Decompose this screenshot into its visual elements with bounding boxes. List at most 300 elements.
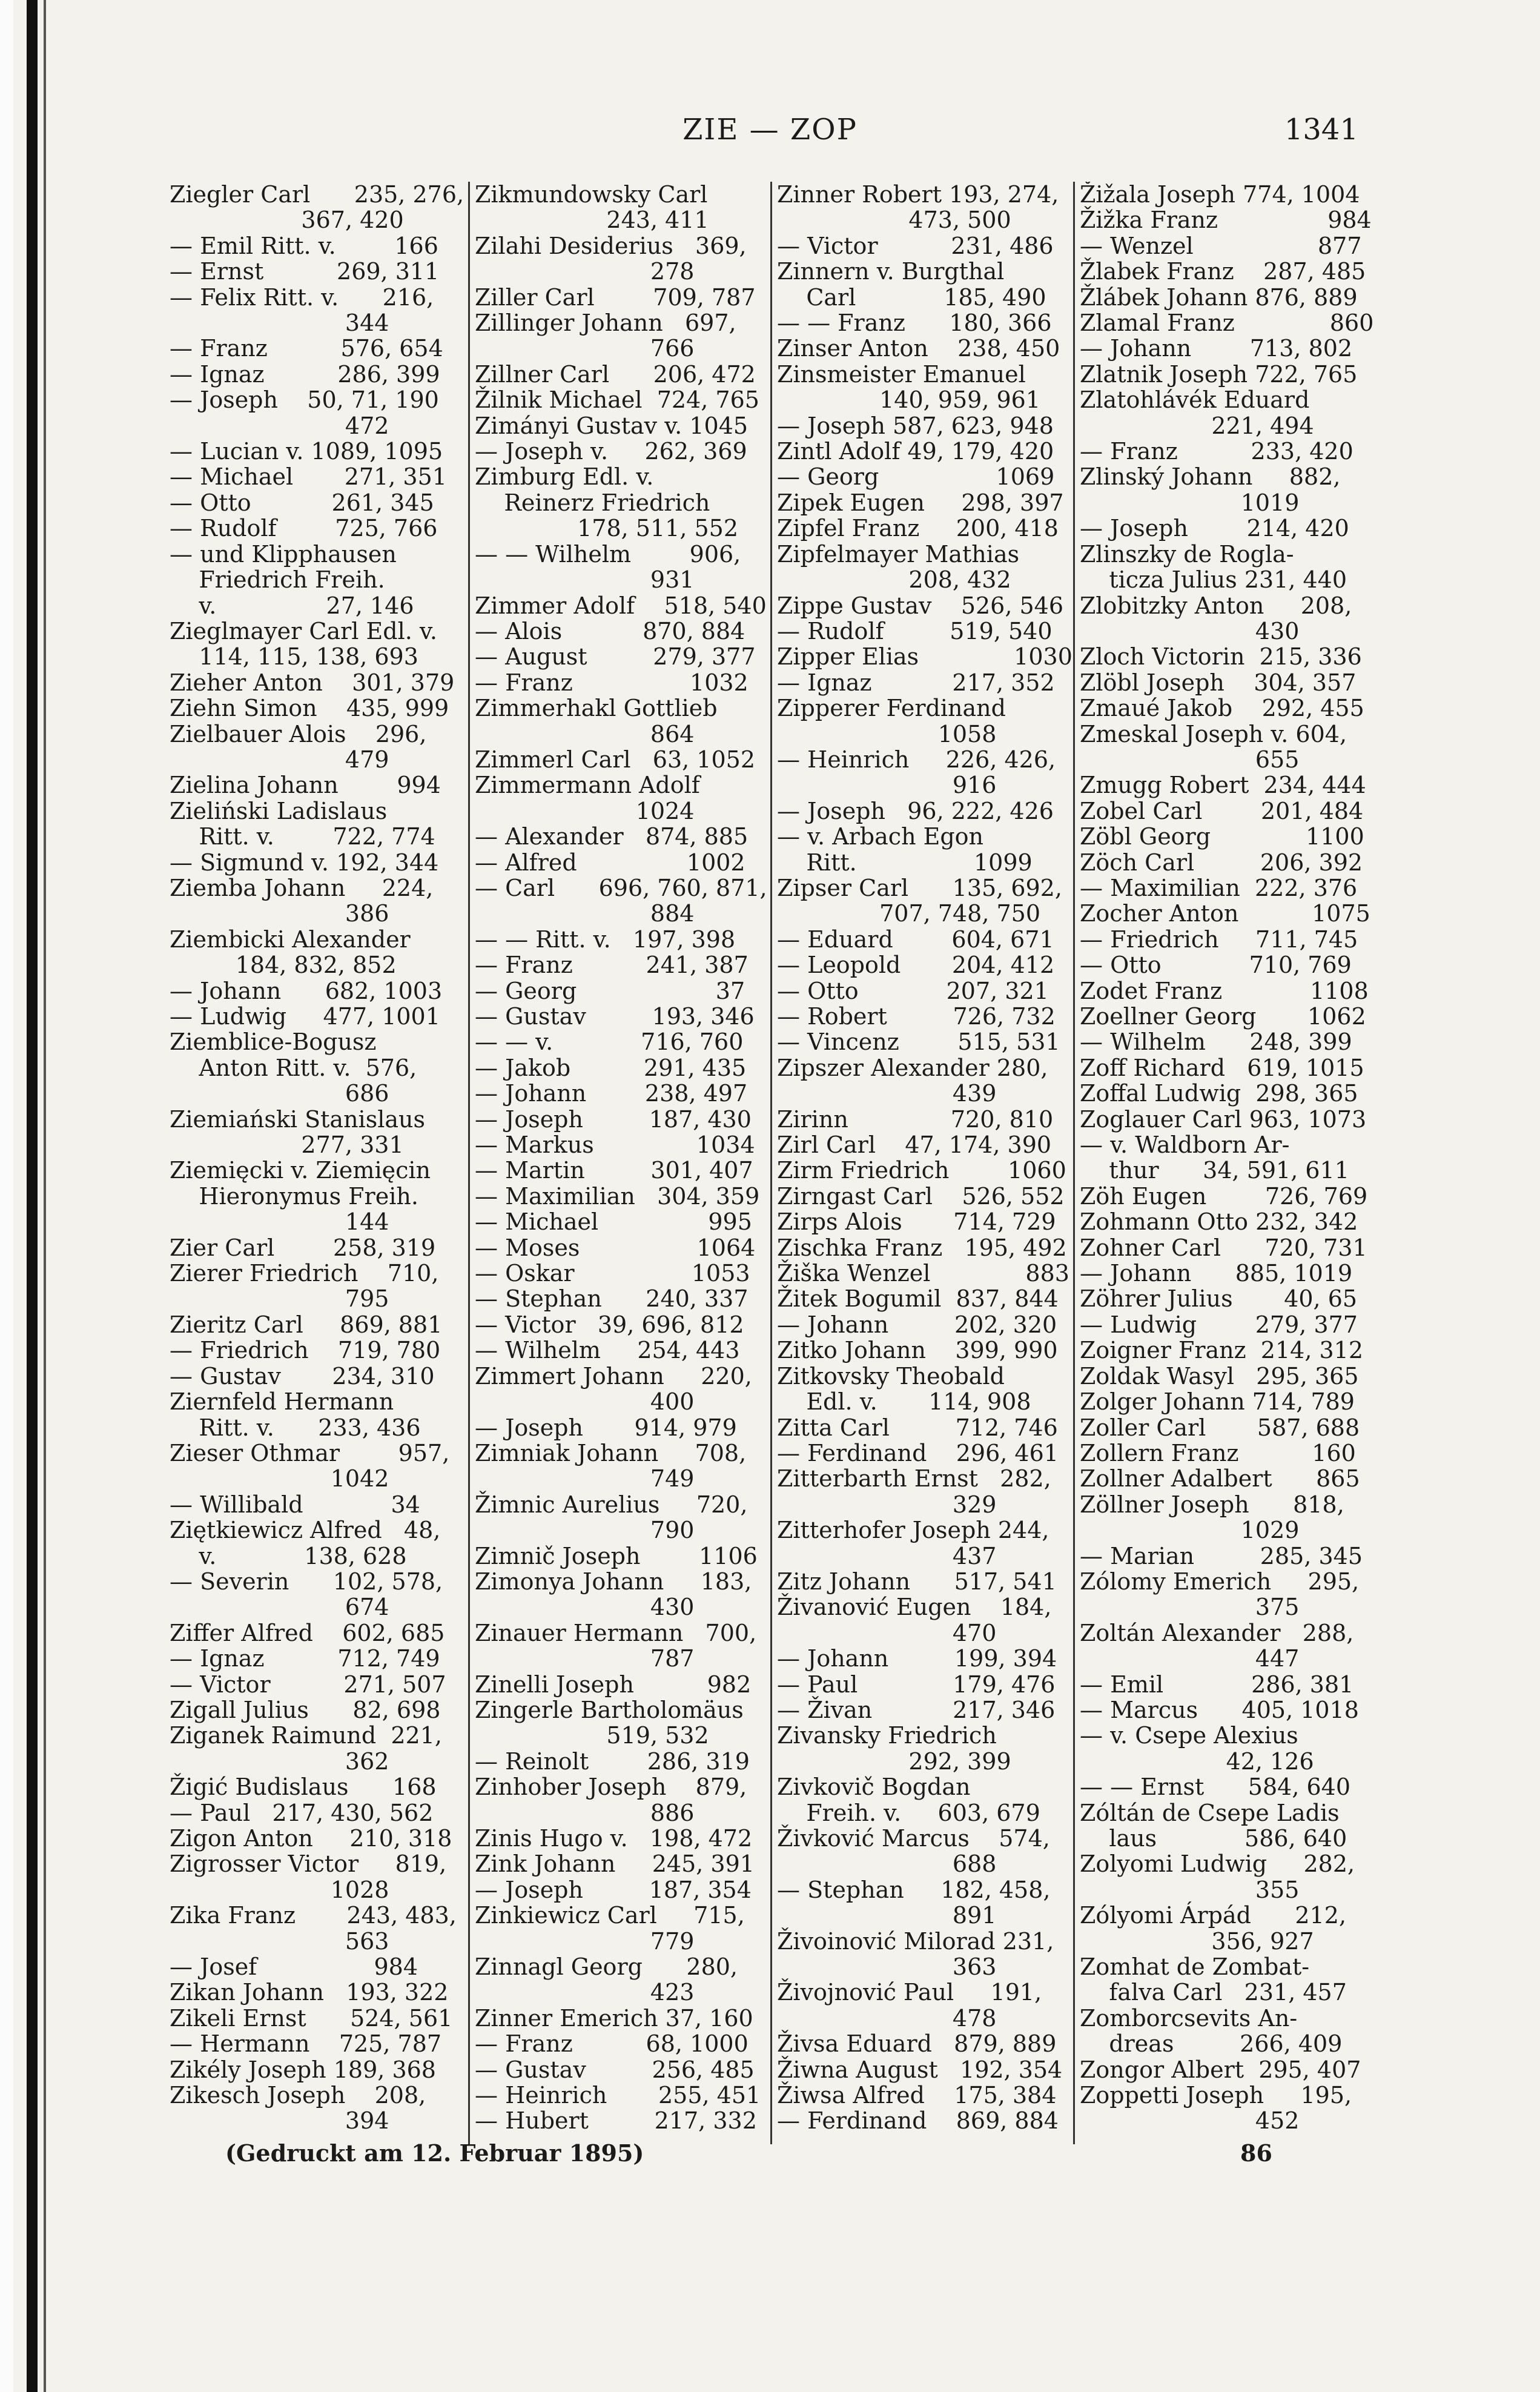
index-entry: 864 bbox=[475, 720, 695, 747]
index-entry: v. 138, 628 bbox=[170, 1542, 407, 1569]
index-entry: 473, 500 bbox=[777, 207, 1011, 234]
index-entry: — Franz 68, 1000 bbox=[475, 2030, 749, 2058]
index-entry: — Lucian v. 1089, 1095 bbox=[170, 438, 443, 465]
index-entry: — Oskar 1053 bbox=[475, 1260, 750, 1287]
index-entry: — Willibald 34 bbox=[170, 1491, 420, 1518]
index-entry: Zoppetti Joseph 195, bbox=[1080, 2082, 1352, 2109]
index-entry: Zlinszky de Rogla- bbox=[1080, 540, 1294, 568]
index-entry: Zinauer Hermann 700, bbox=[475, 1619, 757, 1646]
index-entry: — — v. 716, 760 bbox=[475, 1029, 744, 1056]
index-entry: — Ludwig 279, 377 bbox=[1080, 1311, 1358, 1338]
index-entry: Zolger Johann 714, 789 bbox=[1080, 1388, 1355, 1416]
index-entry: 140, 959, 961 bbox=[777, 386, 1041, 414]
column-2 bbox=[475, 182, 772, 2144]
index-entry: Zoldak Wasyl 295, 365 bbox=[1080, 1362, 1359, 1390]
index-entry: 355 bbox=[1080, 1876, 1300, 1903]
index-entry: — Ferdinand 296, 461 bbox=[777, 1439, 1059, 1466]
index-entry: — Eduard 604, 671 bbox=[777, 926, 1054, 953]
index-entry: — und Klipphausen bbox=[170, 540, 397, 568]
index-entry: 42, 126 bbox=[1080, 1748, 1314, 1775]
index-entry: Zobel Carl 201, 484 bbox=[1080, 797, 1364, 824]
index-entry: — Victor 231, 486 bbox=[777, 232, 1054, 259]
index-entry: — Moses 1064 bbox=[475, 1234, 756, 1261]
index-entry: Zimmer Adolf 518, 540 bbox=[475, 592, 767, 619]
index-entry: — Johann 202, 320 bbox=[777, 1311, 1057, 1338]
index-entry: — Ernst 269, 311 bbox=[170, 258, 440, 285]
index-entry: Zoff Richard 619, 1015 bbox=[1080, 1054, 1364, 1081]
index-entry: Zikély Joseph 189, 368 bbox=[170, 2056, 436, 2083]
index-entry: Zitterbarth Ernst 282, bbox=[777, 1465, 1051, 1493]
index-entry: Zimburg Edl. v. bbox=[475, 463, 654, 491]
index-entry: — Otto 710, 769 bbox=[1080, 952, 1352, 979]
index-entry: Ziegler Carl 235, 276, bbox=[170, 182, 464, 208]
index-entry: Zomhat de Zombat- bbox=[1080, 1953, 1310, 1981]
index-entry: — Paul 217, 430, 562 bbox=[170, 1799, 434, 1826]
index-entry: Zimmert Johann 220, bbox=[475, 1362, 752, 1390]
index-entry: — Victor 39, 696, 812 bbox=[475, 1311, 744, 1338]
index-entry: 916 bbox=[777, 772, 997, 799]
index-entry: 478 bbox=[777, 2004, 997, 2032]
index-entry: 329 bbox=[777, 1491, 997, 1518]
index-entry: — Franz 576, 654 bbox=[170, 335, 443, 362]
index-entry: Zischka Franz 195, 492 bbox=[777, 1234, 1067, 1261]
index-entry: — v. Csepe Alexius bbox=[1080, 1722, 1298, 1749]
index-entry: Zöhrer Julius 40, 65 bbox=[1080, 1285, 1358, 1313]
index-entry: ticza Julius 231, 440 bbox=[1080, 566, 1347, 594]
index-entry: Zinner Emerich 37, 160 bbox=[475, 2004, 753, 2032]
index-entry: — Michael 995 bbox=[475, 1208, 752, 1236]
index-entry: Zoltán Alexander 288, bbox=[1080, 1619, 1354, 1646]
index-entry: — Leopold 204, 412 bbox=[777, 952, 1055, 979]
index-entry: Zikan Johann 193, 322 bbox=[170, 1979, 449, 2006]
page-edge bbox=[0, 0, 13, 2392]
index-entry: — Maximilian 304, 359 bbox=[475, 1182, 760, 1210]
index-entry: Zohner Carl 720, 731 bbox=[1080, 1234, 1367, 1261]
page-binding-rule bbox=[27, 0, 38, 2392]
index-entry: — August 279, 377 bbox=[475, 643, 756, 671]
index-entry: Zieritz Carl 869, 881 bbox=[170, 1311, 443, 1338]
index-entry: Ritt. 1099 bbox=[777, 849, 1033, 876]
index-entry: 470 bbox=[777, 1619, 997, 1646]
index-entry: — Ferdinand 869, 884 bbox=[777, 2107, 1059, 2135]
print-date-note: (Gedruckt am 12. Februar 1895) bbox=[225, 2139, 644, 2167]
index-entry: 707, 748, 750 bbox=[777, 900, 1041, 927]
index-entry: Zongor Albert 295, 407 bbox=[1080, 2056, 1361, 2083]
index-entry: 891 bbox=[777, 1902, 997, 1929]
index-entry: — Michael 271, 351 bbox=[170, 463, 447, 491]
index-entry: Zinner Robert 193, 274, bbox=[777, 182, 1059, 208]
index-entry: Zierer Friedrich 710, bbox=[170, 1260, 439, 1287]
index-entry: — Georg 37 bbox=[475, 977, 745, 1004]
index-entry: Zieher Anton 301, 379 bbox=[170, 669, 455, 696]
index-entry: — Alfred 1002 bbox=[475, 849, 745, 876]
index-entry: 655 bbox=[1080, 746, 1300, 773]
index-entry: 184, 832, 852 bbox=[170, 952, 397, 979]
index-entry: Zillner Carl 206, 472 bbox=[475, 360, 756, 388]
index-entry: Zitz Johann 517, 541 bbox=[777, 1568, 1057, 1595]
index-entry: — Joseph 187, 354 bbox=[475, 1876, 752, 1903]
index-entry: — Wenzel 877 bbox=[1080, 232, 1362, 259]
page-title: ZIE — ZOP bbox=[682, 113, 858, 147]
index-entry: — — Ernst 584, 640 bbox=[1080, 1774, 1351, 1801]
index-entry: Ziehn Simon 435, 999 bbox=[170, 695, 449, 722]
index-entry: — Robert 726, 732 bbox=[777, 1003, 1056, 1030]
index-entry: Žlabek Franz 287, 485 bbox=[1080, 258, 1366, 285]
index-entry: 749 bbox=[475, 1465, 695, 1493]
index-entry: — Gustav 234, 310 bbox=[170, 1362, 435, 1390]
index-entry: Ziffer Alfred 602, 685 bbox=[170, 1619, 445, 1646]
index-entry: 437 bbox=[777, 1542, 997, 1569]
index-entry: Zmugg Robert 234, 444 bbox=[1080, 772, 1366, 799]
index-entry: — Sigmund v. 192, 344 bbox=[170, 849, 439, 876]
index-entry: — Johann 238, 497 bbox=[475, 1080, 748, 1107]
index-entry: 221, 494 bbox=[1080, 412, 1314, 439]
index-entry: 144 bbox=[170, 1208, 389, 1236]
index-entry: Zinis Hugo v. 198, 472 bbox=[475, 1825, 753, 1852]
index-entry: Zipper Elias 1030 bbox=[777, 643, 1072, 671]
index-entry: Zloch Victorin 215, 336 bbox=[1080, 643, 1362, 671]
index-entry: Zlobitzky Anton 208, bbox=[1080, 592, 1352, 619]
index-entry: — Wilhelm 254, 443 bbox=[475, 1337, 740, 1364]
index-entry: Zitko Johann 399, 990 bbox=[777, 1337, 1058, 1364]
index-entry: — Emil 286, 381 bbox=[1080, 1671, 1354, 1698]
index-entry: 439 bbox=[777, 1080, 997, 1107]
index-entry: — Carl 696, 760, 871, bbox=[475, 874, 767, 901]
index-entry: Žimnic Aurelius 720, bbox=[475, 1491, 748, 1518]
index-entry: Žitek Bogumil 837, 844 bbox=[777, 1285, 1059, 1313]
index-entry: Živoinović Milorad 231, bbox=[777, 1927, 1054, 1955]
index-entry: Zigrosser Victor 819, bbox=[170, 1850, 447, 1878]
index-entry: — Marcus 405, 1018 bbox=[1080, 1696, 1359, 1723]
index-entry: Hieronymus Freih. bbox=[170, 1182, 418, 1210]
index-entry: — Joseph v. 262, 369 bbox=[475, 438, 747, 465]
index-entry: — Joseph 187, 430 bbox=[475, 1105, 752, 1133]
index-entry: Zielina Johann 994 bbox=[170, 772, 441, 799]
index-entry: Zier Carl 258, 319 bbox=[170, 1234, 436, 1261]
index-entry: 779 bbox=[475, 1927, 695, 1955]
index-entry: Zipser Carl 135, 692, bbox=[777, 874, 1062, 901]
index-entry: v. 27, 146 bbox=[170, 592, 414, 619]
index-entry: 519, 532 bbox=[475, 1722, 709, 1749]
index-entry: Zirl Carl 47, 174, 390 bbox=[777, 1131, 1052, 1159]
index-entry: — Victor 271, 507 bbox=[170, 1671, 446, 1698]
index-entry: 447 bbox=[1080, 1645, 1300, 1672]
index-entry: Zocher Anton 1075 bbox=[1080, 900, 1370, 927]
index-entry: Žigić Budislaus 168 bbox=[170, 1774, 437, 1801]
index-entry: — Wilhelm 248, 399 bbox=[1080, 1029, 1352, 1056]
index-entry: — Franz 1032 bbox=[475, 669, 749, 696]
index-entry: 686 bbox=[170, 1080, 389, 1107]
index-entry: Zielbauer Alois 296, bbox=[170, 720, 427, 747]
index-entry: — Severin 102, 578, bbox=[170, 1568, 443, 1595]
index-entry: Zimonya Johann 183, bbox=[475, 1568, 752, 1595]
index-entry: 430 bbox=[1080, 617, 1300, 644]
index-entry: — Emil Ritt. v. 166 bbox=[170, 232, 438, 259]
index-entry: Zlatnik Joseph 722, 765 bbox=[1080, 360, 1358, 388]
index-entry: — Alois 870, 884 bbox=[475, 617, 745, 644]
index-entry: Zoglauer Carl 963, 1073 bbox=[1080, 1105, 1367, 1133]
index-entry: 243, 411 bbox=[475, 207, 709, 234]
index-entry: Ziganek Raimund 221, bbox=[170, 1722, 442, 1749]
index-entry: — Georg 1069 bbox=[777, 463, 1055, 491]
index-entry: 394 bbox=[170, 2107, 389, 2135]
index-entry: — Felix Ritt. v. 216, bbox=[170, 283, 434, 311]
index-entry: Ziembicki Alexander bbox=[170, 926, 411, 953]
index-entry: — Joseph 587, 623, 948 bbox=[777, 412, 1054, 439]
index-entry: — Joseph 50, 71, 190 bbox=[170, 386, 439, 414]
index-entry: 1029 bbox=[1080, 1517, 1300, 1544]
index-entry: 356, 927 bbox=[1080, 1927, 1314, 1955]
index-entry: Zink Johann 245, 391 bbox=[475, 1850, 755, 1878]
index-entry: 423 bbox=[475, 1979, 695, 2006]
index-entry: 931 bbox=[475, 566, 695, 594]
index-entry: Zlinský Johann 882, bbox=[1080, 463, 1341, 491]
index-entry: Ziemblice-Bogusz bbox=[170, 1029, 377, 1056]
index-entry: 363 bbox=[777, 1953, 997, 1981]
index-entry: Zieliński Ladislaus bbox=[170, 797, 388, 824]
index-entry: Zingerle Bartholomäus bbox=[475, 1696, 744, 1723]
index-entry: — Johann 713, 802 bbox=[1080, 335, 1353, 362]
column-divider bbox=[1073, 182, 1075, 2144]
index-entry: 766 bbox=[475, 335, 695, 362]
index-entry: — Friedrich 719, 780 bbox=[170, 1337, 441, 1364]
index-entry: Zika Franz 243, 483, bbox=[170, 1902, 457, 1929]
index-entry: Zipszer Alexander 280, bbox=[777, 1054, 1048, 1081]
index-entry: Zieser Othmar 957, bbox=[170, 1439, 450, 1466]
column-divider bbox=[468, 182, 470, 2144]
index-entry: Edl. v. 114, 908 bbox=[777, 1388, 1031, 1416]
index-entry: Žiška Wenzel 883 bbox=[777, 1260, 1069, 1287]
index-entry: Zigon Anton 210, 318 bbox=[170, 1825, 452, 1852]
index-entry: Freih. v. 603, 679 bbox=[777, 1799, 1040, 1826]
index-entry: — Otto 207, 321 bbox=[777, 977, 1049, 1004]
index-entry: 208, 432 bbox=[777, 566, 1011, 594]
index-entry: thur 34, 591, 611 bbox=[1080, 1157, 1349, 1184]
index-entry: Zólomy Emerich 295, bbox=[1080, 1568, 1360, 1595]
index-entry: 1024 bbox=[475, 797, 695, 824]
index-entry: — Marian 285, 345 bbox=[1080, 1542, 1363, 1569]
index-entry: 178, 511, 552 bbox=[475, 515, 739, 542]
index-entry: Zikmundowsky Carl bbox=[475, 182, 708, 208]
index-entry: Zlamal Franz 860 bbox=[1080, 310, 1374, 337]
index-entry: Zoigner Franz 214, 312 bbox=[1080, 1337, 1364, 1364]
index-entry: 472 bbox=[170, 412, 389, 439]
index-entry: 1019 bbox=[1080, 489, 1300, 516]
index-entry: — Joseph 914, 979 bbox=[475, 1414, 737, 1441]
index-entry: Zoller Carl 587, 688 bbox=[1080, 1414, 1360, 1441]
index-entry: Zitterhofer Joseph 244, bbox=[777, 1517, 1049, 1544]
index-entry: Zimmermann Adolf bbox=[475, 772, 700, 799]
index-entry: — — Franz 180, 366 bbox=[777, 310, 1052, 337]
index-entry: — Ludwig 477, 1001 bbox=[170, 1003, 440, 1030]
index-entry: — Heinrich 226, 426, bbox=[777, 746, 1056, 773]
index-entry: — Rudolf 519, 540 bbox=[777, 617, 1053, 644]
index-entry: 375 bbox=[1080, 1594, 1300, 1621]
index-entry: Ziemiański Stanislaus bbox=[170, 1105, 425, 1133]
index-entry: dreas 266, 409 bbox=[1080, 2030, 1343, 2058]
index-entry: Zodet Franz 1108 bbox=[1080, 977, 1369, 1004]
index-entry: Zmaué Jakob 292, 455 bbox=[1080, 695, 1364, 722]
index-entry: Ziemięcki v. Ziemięcin bbox=[170, 1157, 431, 1184]
index-entry: Zólyomi Árpád 212, bbox=[1080, 1902, 1347, 1929]
index-entry: Zinnern v. Burgthal bbox=[777, 258, 1005, 285]
index-entry: Zlöbl Joseph 304, 357 bbox=[1080, 669, 1357, 696]
index-entry: Zinnagl Georg 280, bbox=[475, 1953, 738, 1981]
index-entry: Zitta Carl 712, 746 bbox=[777, 1414, 1058, 1441]
index-entry: Zollner Adalbert 865 bbox=[1080, 1465, 1360, 1493]
index-entry: Carl 185, 490 bbox=[777, 283, 1046, 311]
index-entry: 1028 bbox=[170, 1876, 389, 1903]
index-entry: Zipperer Ferdinand bbox=[777, 695, 1006, 722]
index-entry: — Ignaz 217, 352 bbox=[777, 669, 1055, 696]
index-entry: — Rudolf 725, 766 bbox=[170, 515, 438, 542]
index-entry: — Josef 984 bbox=[170, 1953, 418, 1981]
index-entry: Živojnović Paul 191, bbox=[777, 1979, 1042, 2006]
index-entry: Zintl Adolf 49, 179, 420 bbox=[777, 438, 1054, 465]
index-entry: 1058 bbox=[777, 720, 997, 747]
index-entry: — Gustav 193, 346 bbox=[475, 1003, 755, 1030]
index-entry: Zirps Alois 714, 729 bbox=[777, 1208, 1056, 1236]
index-entry: 795 bbox=[170, 1285, 389, 1313]
index-entry: 362 bbox=[170, 1748, 389, 1775]
index-entry: Zinelli Joseph 982 bbox=[475, 1671, 752, 1698]
index-entry: Zlatohlávék Eduard bbox=[1080, 386, 1310, 414]
index-entry: 790 bbox=[475, 1517, 695, 1544]
index-entry: — Stephan 182, 458, bbox=[777, 1876, 1051, 1903]
index-entry: — Franz 241, 387 bbox=[475, 952, 749, 979]
index-entry: Žiwna August 192, 354 bbox=[777, 2056, 1063, 2083]
index-entry: Zóltán de Csepe Ladis bbox=[1080, 1799, 1340, 1826]
index-entry: Ritt. v. 233, 436 bbox=[170, 1414, 421, 1441]
column-3 bbox=[777, 182, 1074, 2144]
index-entry: Zieglmayer Carl Edl. v. bbox=[170, 617, 437, 644]
index-entry: Zigall Julius 82, 698 bbox=[170, 1696, 441, 1723]
index-entry: Zoellner Georg 1062 bbox=[1080, 1003, 1366, 1030]
index-entry: 292, 399 bbox=[777, 1748, 1011, 1775]
index-entry: 688 bbox=[777, 1850, 997, 1878]
index-entry: Zivansky Friedrich bbox=[777, 1722, 997, 1749]
index-entry: Zinkiewicz Carl 715, bbox=[475, 1902, 745, 1929]
index-entry: Žilnik Michael 724, 765 bbox=[475, 386, 759, 414]
index-entry: — Alexander 874, 885 bbox=[475, 823, 749, 850]
index-entry: Žlábek Johann 876, 889 bbox=[1080, 283, 1358, 311]
index-entry: Zippe Gustav 526, 546 bbox=[777, 592, 1064, 619]
index-entry: Zöllner Joseph 818, bbox=[1080, 1491, 1344, 1518]
index-entry: Ziller Carl 709, 787 bbox=[475, 283, 756, 311]
index-entry: Žiwsa Alfred 175, 384 bbox=[777, 2082, 1057, 2109]
index-entry: Zipfel Franz 200, 418 bbox=[777, 515, 1059, 542]
index-entry: Ziernfeld Hermann bbox=[170, 1388, 394, 1416]
index-entry: — Franz 233, 420 bbox=[1080, 438, 1353, 465]
index-entry: — Friedrich 711, 745 bbox=[1080, 926, 1358, 953]
index-entry: — Heinrich 255, 451 bbox=[475, 2082, 761, 2109]
index-entry: Živković Marcus 574, bbox=[777, 1825, 1050, 1852]
index-entry: Zivkovič Bogdan bbox=[777, 1774, 971, 1801]
index-entry: — Martin 301, 407 bbox=[475, 1157, 753, 1184]
index-entry: Zitkovsky Theobald bbox=[777, 1362, 1005, 1390]
index-entry: Zöch Carl 206, 392 bbox=[1080, 849, 1363, 876]
index-entry: Zmeskal Joseph v. 604, bbox=[1080, 720, 1347, 747]
index-entry: Žižka Franz 984 bbox=[1080, 207, 1372, 234]
index-entry: Žižala Joseph 774, 1004 bbox=[1080, 182, 1360, 208]
index-entry: — Živan 217, 346 bbox=[777, 1696, 1056, 1723]
index-entry: — Reinolt 286, 319 bbox=[475, 1748, 750, 1775]
index-entry: Reinerz Friedrich bbox=[475, 489, 710, 516]
column-divider bbox=[770, 182, 772, 2144]
index-entry: — Hubert 217, 332 bbox=[475, 2107, 757, 2135]
index-entry: Zimányi Gustav v. 1045 bbox=[475, 412, 749, 439]
index-entry: 114, 115, 138, 693 bbox=[170, 643, 418, 671]
index-entry: Friedrich Freih. bbox=[170, 566, 385, 594]
column-4 bbox=[1080, 182, 1376, 2144]
page-binding-rule-thin bbox=[44, 0, 46, 2392]
index-entry: — Ignaz 712, 749 bbox=[170, 1645, 440, 1672]
index-entry: 367, 420 bbox=[170, 207, 404, 234]
index-entry: 886 bbox=[475, 1799, 695, 1826]
index-entry: Zohmann Otto 232, 342 bbox=[1080, 1208, 1358, 1236]
index-entry: Zipfelmayer Mathias bbox=[777, 540, 1020, 568]
index-entry: 400 bbox=[475, 1388, 695, 1416]
index-entry: Zimmerhakl Gottlieb bbox=[475, 695, 718, 722]
index-entry: — Ignaz 286, 399 bbox=[170, 360, 440, 388]
index-entry: Zöbl Georg 1100 bbox=[1080, 823, 1364, 850]
index-entry: laus 586, 640 bbox=[1080, 1825, 1347, 1852]
index-entry: 452 bbox=[1080, 2107, 1300, 2135]
index-entry: — Joseph 214, 420 bbox=[1080, 515, 1349, 542]
index-entry: Zillinger Johann 697, bbox=[475, 310, 736, 337]
column-1 bbox=[170, 182, 466, 2144]
index-entry: falva Carl 231, 457 bbox=[1080, 1979, 1347, 2006]
index-entry: Zikesch Joseph 208, bbox=[170, 2082, 426, 2109]
index-entry: — Joseph 96, 222, 426 bbox=[777, 797, 1054, 824]
index-entry: Zimnič Joseph 1106 bbox=[475, 1542, 758, 1569]
index-entry: Anton Ritt. v. 576, bbox=[170, 1054, 417, 1081]
index-entry: Zollern Franz 160 bbox=[1080, 1439, 1356, 1466]
index-entry: Živanović Eugen 184, bbox=[777, 1594, 1052, 1621]
index-entry: Zikeli Ernst 524, 561 bbox=[170, 2004, 453, 2032]
index-entry: — Johann 682, 1003 bbox=[170, 977, 443, 1004]
index-entry: Zinser Anton 238, 450 bbox=[777, 335, 1060, 362]
index-entry: 430 bbox=[475, 1594, 695, 1621]
index-entry: Ritt. v. 722, 774 bbox=[170, 823, 435, 850]
index-entry: 277, 331 bbox=[170, 1131, 404, 1159]
index-entry: — Johann 885, 1019 bbox=[1080, 1260, 1353, 1287]
index-entry: — Johann 199, 394 bbox=[777, 1645, 1057, 1672]
index-entry: Ziemba Johann 224, bbox=[170, 874, 434, 901]
index-entry: 386 bbox=[170, 900, 389, 927]
index-entry: — v. Arbach Egon bbox=[777, 823, 984, 850]
index-entry: — Otto 261, 345 bbox=[170, 489, 434, 516]
index-entry: Zirm Friedrich 1060 bbox=[777, 1157, 1066, 1184]
index-entry: Zirngast Carl 526, 552 bbox=[777, 1182, 1065, 1210]
index-entry: Zomborcsevits An- bbox=[1080, 2004, 1298, 2032]
index-entry: — Stephan 240, 337 bbox=[475, 1285, 749, 1313]
index-entry: Zöh Eugen 726, 769 bbox=[1080, 1182, 1368, 1210]
index-entry: — Hermann 725, 787 bbox=[170, 2030, 442, 2058]
index-entry: Zinsmeister Emanuel bbox=[777, 360, 1026, 388]
index-entry: 563 bbox=[170, 1927, 389, 1955]
index-entry: Zipek Eugen 298, 397 bbox=[777, 489, 1064, 516]
index-entry: 674 bbox=[170, 1594, 389, 1621]
index-entry: — Maximilian 222, 376 bbox=[1080, 874, 1358, 901]
index-entry: Zolyomi Ludwig 282, bbox=[1080, 1850, 1355, 1878]
index-entry: Zoffal Ludwig 298, 365 bbox=[1080, 1080, 1358, 1107]
index-entry: — — Ritt. v. 197, 398 bbox=[475, 926, 736, 953]
index-entry: — v. Waldborn Ar- bbox=[1080, 1131, 1290, 1159]
index-entry: 479 bbox=[170, 746, 389, 773]
page-number: 1341 bbox=[1284, 113, 1358, 147]
index-entry: Ziętkiewicz Alfred 48, bbox=[170, 1517, 441, 1544]
